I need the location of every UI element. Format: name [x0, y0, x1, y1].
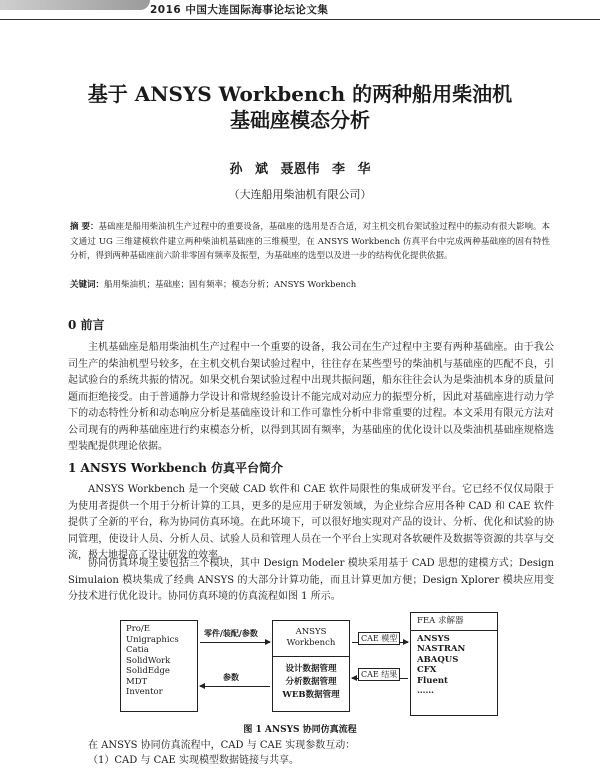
cad-item: MDT	[126, 676, 148, 687]
arrow-label-params: 参数	[223, 672, 239, 682]
journal-logo	[0, 0, 150, 10]
abstract	[70, 220, 550, 264]
cae-result-label: CAE 结果	[358, 668, 400, 681]
cad-item: Catia	[126, 645, 149, 655]
fea-solver-box	[410, 612, 498, 716]
cad-software-box	[120, 620, 198, 712]
tail-line-2: （1）CAD 与 CAE 实现模型数据链接与共享。	[88, 755, 299, 766]
keywords-text: 船用柴油机；基础座；固有频率；模态分析；ANSYS Workbench	[104, 280, 357, 290]
mgmt-item: 分析数据管理	[285, 677, 337, 687]
solver-item: ……	[417, 686, 434, 696]
mgmt-item: WEB数据管理	[282, 690, 340, 700]
solver-item: Fluent	[417, 675, 448, 686]
section1-paragraph-2: 协同仿真环境主要包括三个模块，其中 Design Modeler 模块采用基于 CAD 思想的建模方式；Design Simulaion 模块集成了经典 ANSYS 的大部分计算功能，而且计算更加方便；Design Xplorer 模块应用变分技术进行优化设计。协同仿真环境的仿真流程如图 1 所示。	[68, 558, 554, 602]
arrow-cad-to-ansys	[200, 642, 270, 643]
figure-caption: 图 1 ANSYS 协同仿真流程	[243, 725, 357, 735]
author-list: 孙 斌 聂恩伟 李 华	[229, 162, 371, 177]
keywords-label: 关键词：	[70, 280, 105, 290]
ansys-label: ANSYS	[295, 627, 327, 637]
paper-title-line2: 基础座模态分析	[230, 108, 370, 132]
solver-item: CFX	[417, 665, 437, 675]
abstract-text: 基础座是船用柴油机生产过程中的重要设备，基础座的选用是否合适，对主机交机台架试验过程中的振动有很大影响。本文通过 UG 三维建模软件建立两种柴油机基础座的三维模型，在 ANSYS Workbench 仿真平台中完成两种基础座的固有特性分析，得到两种基础座前六阶非零固有频率及振型，为基础座的选型以及进一步的结构优化提供依据。	[70, 222, 550, 261]
workbench-label: Workbench	[286, 637, 336, 648]
data-management-list	[273, 659, 349, 702]
cad-item: SolidEdge	[126, 666, 170, 676]
section1-paragraph-1: ANSYS Workbench 是一个突破 CAD 软件和 CAE 软件局限性的集成研发平台。它已经不仅仅局限于为使用者提供一个用于分析计算的工具，更多的是应用于研发领域，为企业综合应用各种 CAD 和 CAE 软件提供了全新的平台，称为协同仿真环境。在此环境下，可以很好地实现对产品的设计、分析、优化和试验的协同管理，使设计人员、分析人员、试验人员和管理人员在一个平台上实现对各软硬件及数据等资源的共享与交流，极大地提高了设计研发的效率。	[68, 484, 554, 561]
abstract-label: 摘 要：	[70, 222, 99, 232]
running-header	[0, 0, 600, 22]
cad-item: SolidWork	[126, 655, 171, 666]
figure-1-flowchart	[120, 612, 500, 716]
ansys-workbench-label	[273, 621, 349, 657]
fea-title: FEA 求解器	[411, 616, 497, 631]
paper-title-line1: 基于 ANSYS Workbench 的两种船用柴油机	[87, 82, 513, 106]
section-heading-0: 0 前言	[68, 318, 105, 332]
solver-item: ABAQUS	[417, 654, 459, 665]
solver-item: NASTRAN	[417, 644, 466, 654]
cae-model-label: CAE 模型	[358, 632, 400, 645]
section-heading-1: 1 ANSYS Workbench 仿真平台简介	[68, 461, 283, 475]
header-rule	[0, 19, 600, 20]
header-text: 2016 中国大连国际海事论坛论文集	[150, 4, 329, 16]
cad-item: Inventor	[126, 687, 163, 697]
mgmt-item: 设计数据管理	[285, 664, 337, 674]
arrow-label-parts: 零件/装配/参数	[204, 628, 258, 638]
arrow-ansys-to-cad	[200, 686, 270, 687]
affiliation: （大连船用柴油机有限公司）	[228, 188, 372, 201]
cad-item: Unigraphics	[126, 634, 179, 645]
tail-line-1: 在 ANSYS 协同仿真流程中，CAD 与 CAE 实现参数互动：	[88, 740, 356, 751]
ansys-workbench-box	[272, 620, 350, 712]
cad-item: Pro/E	[126, 624, 150, 634]
solver-item: ANSYS	[417, 633, 450, 644]
section0-paragraph: 主机基础座是船用柴油机生产过程中一个重要的设备，我公司在生产过程中主要有两种基础座。由于我公司生产的柴油机型号较多，在主机交机台架试验过程中，往往存在某些型号的柴油机与基础座的匹配不良，引起试验台的系统共振的情况。如果交机台架试验过程中出现共振问题，船东往往会认为是柴油机本身的质量问题而拒绝接受。由于普通静力学设计和常规经验设计不能完成对动应力的振型分析，因此对基础座进行动力学下的动态特性分析和动态响应分析是基础座设计和工作可靠性分析中非常重要的过程。本文采用有限元方法对公司现有的两种基础座进行约束模态分析，以得到其固有频率，为基础座的优化设计以及柴油机基础座规格选型装配提供理论依据。	[68, 342, 554, 452]
keywords	[70, 279, 550, 292]
